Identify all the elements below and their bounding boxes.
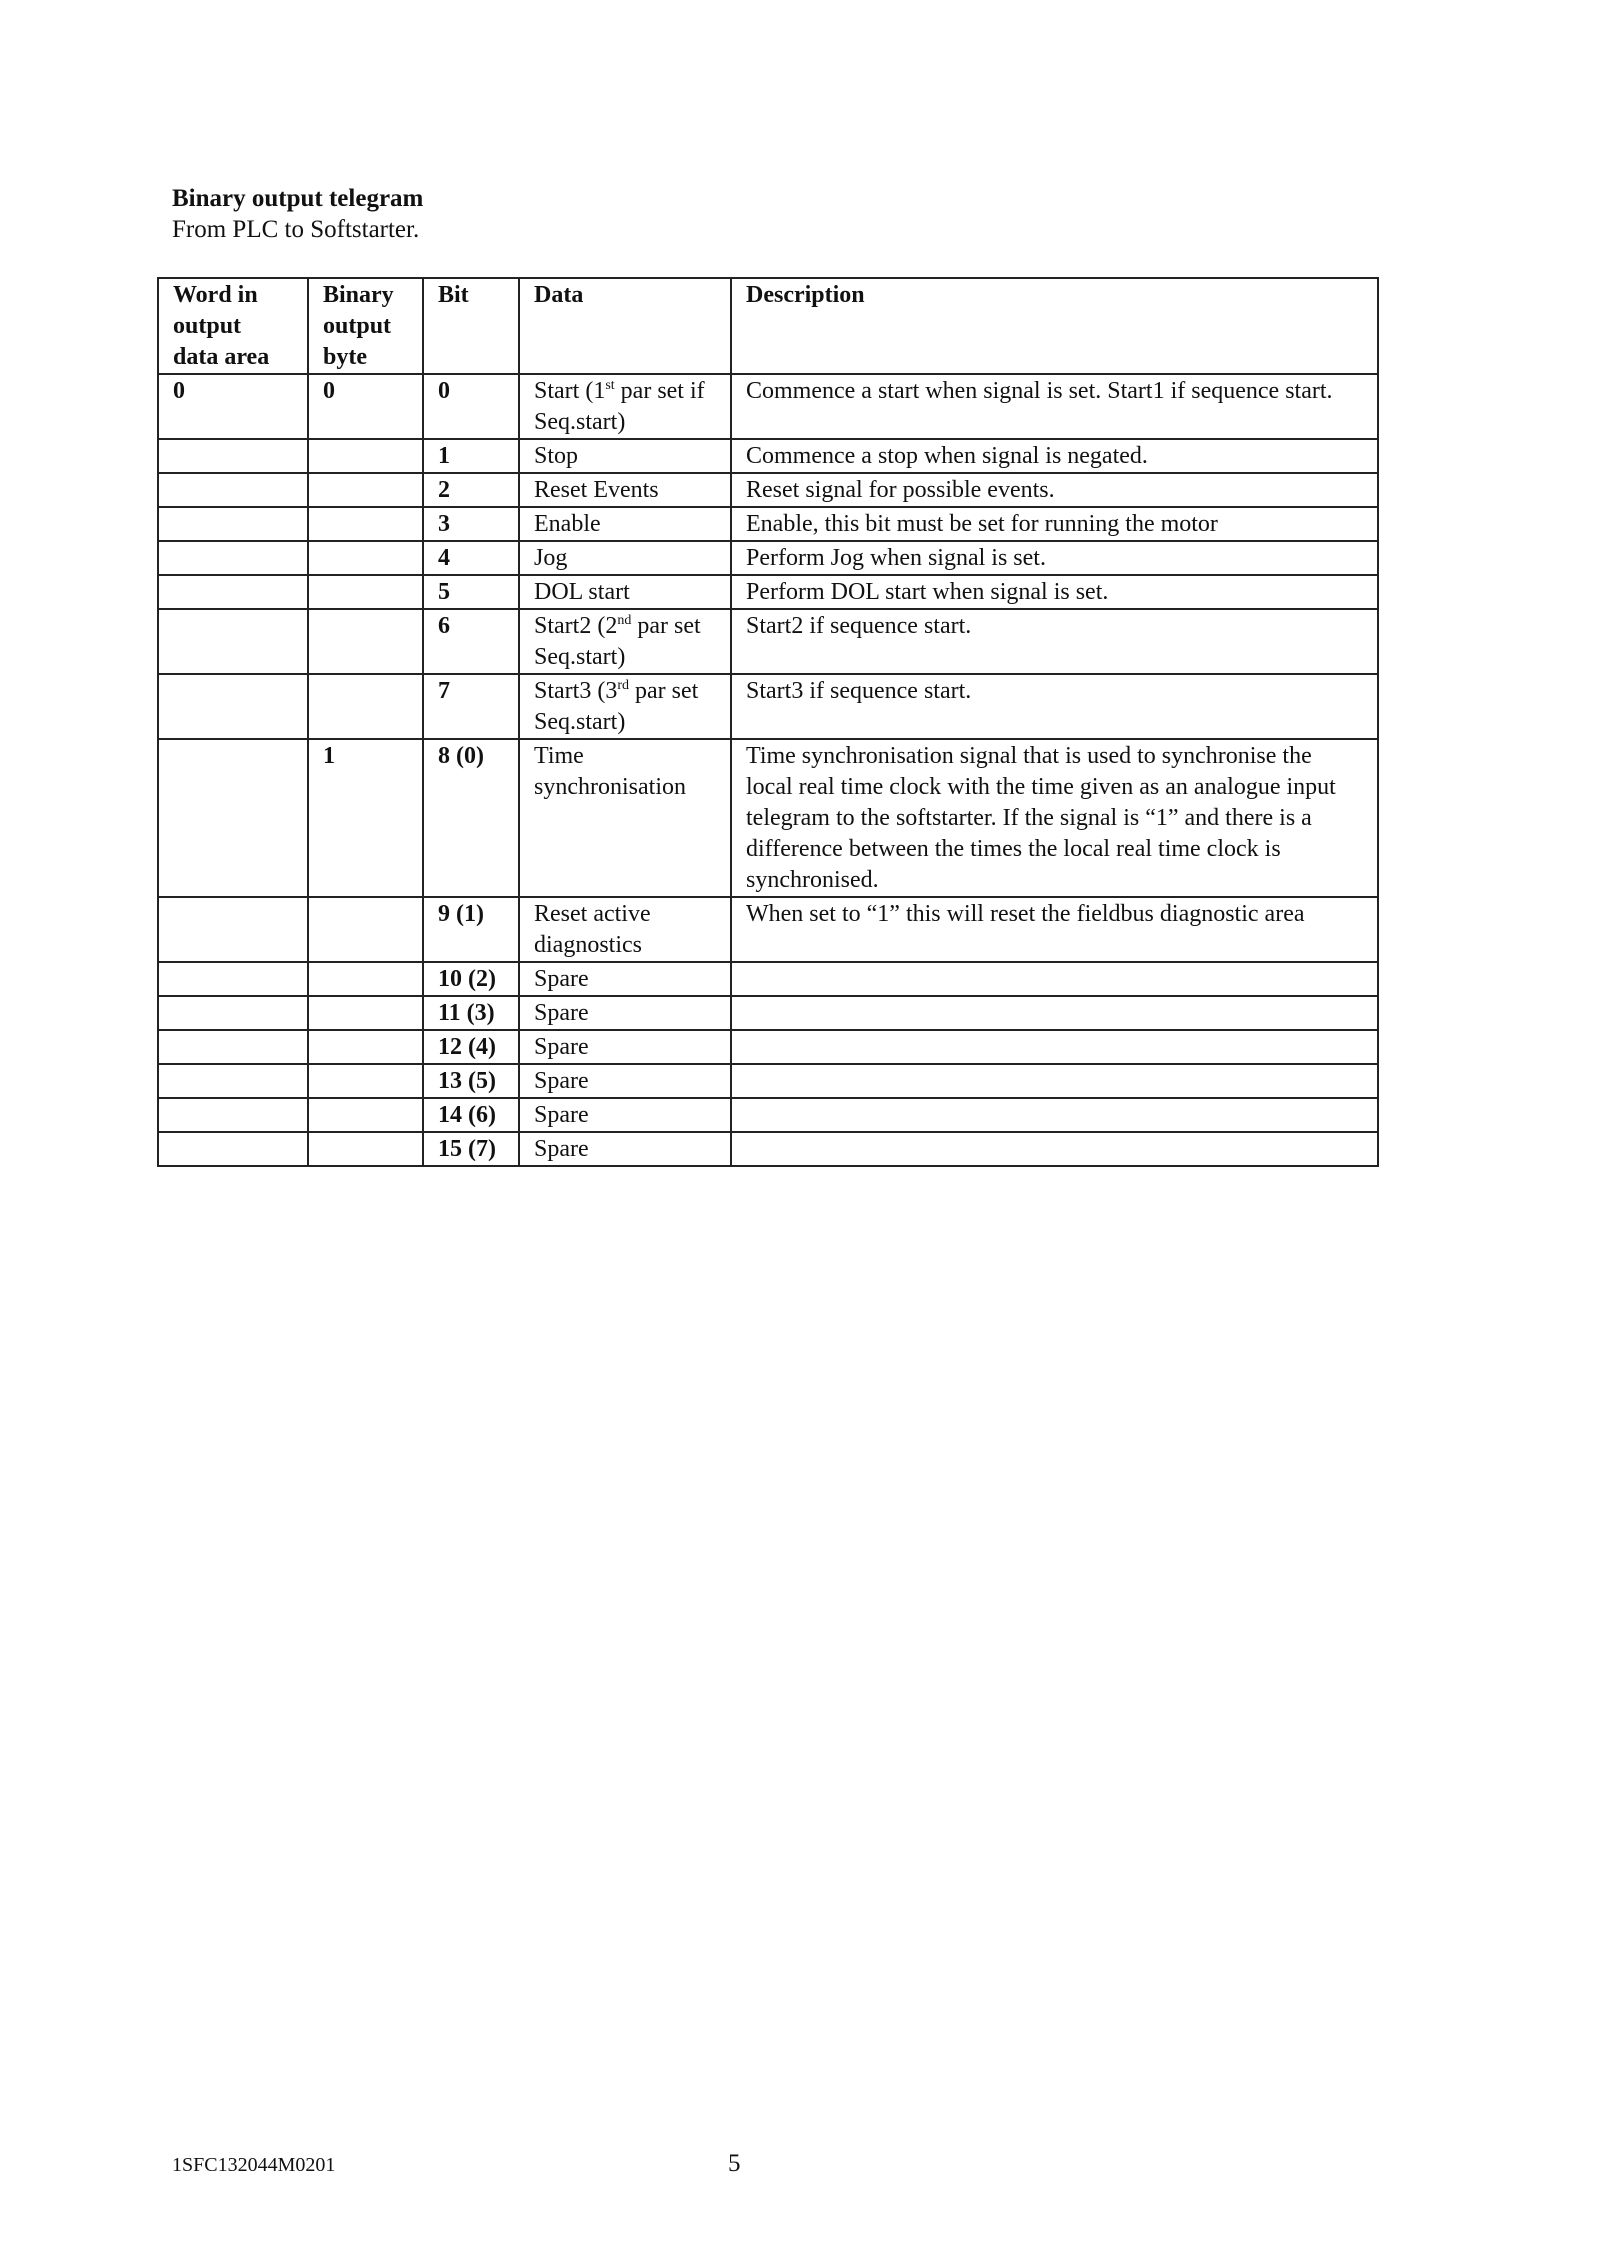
- cell-word: [158, 507, 308, 541]
- cell-description: [731, 1030, 1378, 1064]
- cell-data: [519, 473, 731, 507]
- binary-output-telegram-table: [157, 277, 1379, 1167]
- cell-bit: 15 (7): [423, 1132, 519, 1166]
- header-binary-output-byte: Binary output byte: [308, 278, 423, 374]
- cell-data: [519, 609, 731, 674]
- cell-word: [158, 473, 308, 507]
- cell-description: When set to “1” this will reset the fieldbus diagnostic area: [731, 897, 1378, 962]
- cell-description: Commence a start when signal is set. Start1 if sequence start.: [731, 374, 1378, 439]
- cell-data: [519, 739, 731, 897]
- cell-word: [158, 1132, 308, 1166]
- cell-data: [519, 507, 731, 541]
- table-row: [158, 674, 1378, 739]
- cell-word: [158, 962, 308, 996]
- cell-data: [519, 1064, 731, 1098]
- cell-description: [731, 1064, 1378, 1098]
- cell-data-superscript: st: [605, 378, 615, 393]
- cell-data-text: Time synchronisation: [534, 743, 686, 800]
- cell-word: 0: [158, 374, 308, 439]
- table-row: [158, 1030, 1378, 1064]
- cell-data-text-cont: par set if Seq.start): [534, 378, 705, 435]
- cell-bit: 11 (3): [423, 996, 519, 1030]
- table-row: [158, 541, 1378, 575]
- cell-word: [158, 609, 308, 674]
- cell-data-superscript: rd: [617, 678, 629, 693]
- cell-bit: 4: [423, 541, 519, 575]
- table-row: [158, 609, 1378, 674]
- cell-byte: [308, 1132, 423, 1166]
- cell-data: [519, 439, 731, 473]
- cell-description: Start3 if sequence start.: [731, 674, 1378, 739]
- header-description: Description: [731, 278, 1378, 374]
- table-row: [158, 507, 1378, 541]
- cell-data: [519, 962, 731, 996]
- table-row: [158, 374, 1378, 439]
- cell-byte: 1: [308, 739, 423, 897]
- cell-data-text: Spare: [534, 1034, 589, 1060]
- cell-description: Enable, this bit must be set for running the motor: [731, 507, 1378, 541]
- cell-data-text: Spare: [534, 1136, 589, 1162]
- cell-description: Perform Jog when signal is set.: [731, 541, 1378, 575]
- cell-bit: 2: [423, 473, 519, 507]
- cell-data: [519, 575, 731, 609]
- cell-word: [158, 996, 308, 1030]
- cell-byte: [308, 897, 423, 962]
- cell-data-text: Spare: [534, 966, 589, 992]
- header-word-in-output-data-area: Word in output data area: [158, 278, 308, 374]
- table-body: [158, 374, 1378, 1166]
- cell-byte: [308, 996, 423, 1030]
- document-code: 1SFC132044M0201: [172, 2154, 336, 2176]
- cell-bit: 12 (4): [423, 1030, 519, 1064]
- cell-byte: [308, 541, 423, 575]
- cell-bit: 8 (0): [423, 739, 519, 897]
- table-row: [158, 473, 1378, 507]
- cell-byte: [308, 1098, 423, 1132]
- cell-data-text: Start2 (2: [534, 613, 618, 639]
- table-row: [158, 1098, 1378, 1132]
- cell-data: [519, 996, 731, 1030]
- cell-data-text: Spare: [534, 1068, 589, 1094]
- cell-word: [158, 674, 308, 739]
- table-row: [158, 1132, 1378, 1166]
- cell-byte: [308, 674, 423, 739]
- table-row: [158, 439, 1378, 473]
- cell-bit: 10 (2): [423, 962, 519, 996]
- cell-data-text: Stop: [534, 443, 579, 469]
- cell-word: [158, 575, 308, 609]
- cell-bit: 3: [423, 507, 519, 541]
- cell-data-text: Start (1: [534, 378, 606, 404]
- cell-byte: [308, 575, 423, 609]
- table-header-row: [158, 278, 1378, 374]
- section-subheading: From PLC to Softstarter.: [172, 216, 420, 243]
- table-row: [158, 575, 1378, 609]
- cell-description: [731, 1098, 1378, 1132]
- cell-data: [519, 674, 731, 739]
- cell-description: Commence a stop when signal is negated.: [731, 439, 1378, 473]
- cell-byte: [308, 439, 423, 473]
- cell-data-text: Spare: [534, 1102, 589, 1128]
- section-heading: Binary output telegram: [172, 185, 424, 212]
- header-bit: Bit: [423, 278, 519, 374]
- cell-description: Time synchronisation signal that is used to synchronise the local real time clock with the time given as an analogue input telegram to the softstarter. If the signal is “1” and there is a difference between the times the local real time clock is synchronised.: [731, 739, 1378, 897]
- cell-data-text: Reset Events: [534, 477, 659, 503]
- cell-word: [158, 739, 308, 897]
- cell-data-text: Reset active diagnostics: [534, 901, 651, 958]
- cell-data: [519, 1132, 731, 1166]
- page-number: 5: [728, 2150, 741, 2177]
- cell-data: [519, 541, 731, 575]
- cell-data: [519, 897, 731, 962]
- cell-data-text: DOL start: [534, 579, 630, 605]
- cell-data: [519, 1030, 731, 1064]
- cell-data-text: Spare: [534, 1000, 589, 1026]
- cell-byte: [308, 473, 423, 507]
- cell-word: [158, 439, 308, 473]
- cell-word: [158, 1064, 308, 1098]
- cell-data-text-cont: par set Seq.start): [534, 613, 701, 670]
- cell-data-superscript: nd: [617, 613, 632, 628]
- cell-byte: [308, 1064, 423, 1098]
- cell-data-text: Start3 (3: [534, 678, 618, 704]
- cell-description: [731, 962, 1378, 996]
- cell-description: Reset signal for possible events.: [731, 473, 1378, 507]
- cell-data-text-cont: par set Seq.start): [534, 678, 699, 735]
- cell-data: [519, 1098, 731, 1132]
- cell-word: [158, 1030, 308, 1064]
- cell-byte: [308, 507, 423, 541]
- cell-bit: 1: [423, 439, 519, 473]
- cell-word: [158, 1098, 308, 1132]
- cell-bit: 14 (6): [423, 1098, 519, 1132]
- cell-byte: [308, 962, 423, 996]
- cell-description: Start2 if sequence start.: [731, 609, 1378, 674]
- cell-description: [731, 996, 1378, 1030]
- cell-description: Perform DOL start when signal is set.: [731, 575, 1378, 609]
- cell-bit: 5: [423, 575, 519, 609]
- cell-word: [158, 897, 308, 962]
- table-row: [158, 962, 1378, 996]
- table-row: [158, 996, 1378, 1030]
- cell-byte: [308, 609, 423, 674]
- cell-bit: 0: [423, 374, 519, 439]
- cell-bit: 6: [423, 609, 519, 674]
- cell-data-text: Enable: [534, 511, 601, 537]
- cell-byte: [308, 1030, 423, 1064]
- cell-data: [519, 374, 731, 439]
- cell-word: [158, 541, 308, 575]
- cell-byte: 0: [308, 374, 423, 439]
- cell-bit: 13 (5): [423, 1064, 519, 1098]
- header-data: Data: [519, 278, 731, 374]
- table-row: [158, 897, 1378, 962]
- table-row: [158, 739, 1378, 897]
- cell-data-text: Jog: [534, 545, 568, 571]
- table-row: [158, 1064, 1378, 1098]
- cell-bit: 7: [423, 674, 519, 739]
- cell-description: [731, 1132, 1378, 1166]
- cell-bit: 9 (1): [423, 897, 519, 962]
